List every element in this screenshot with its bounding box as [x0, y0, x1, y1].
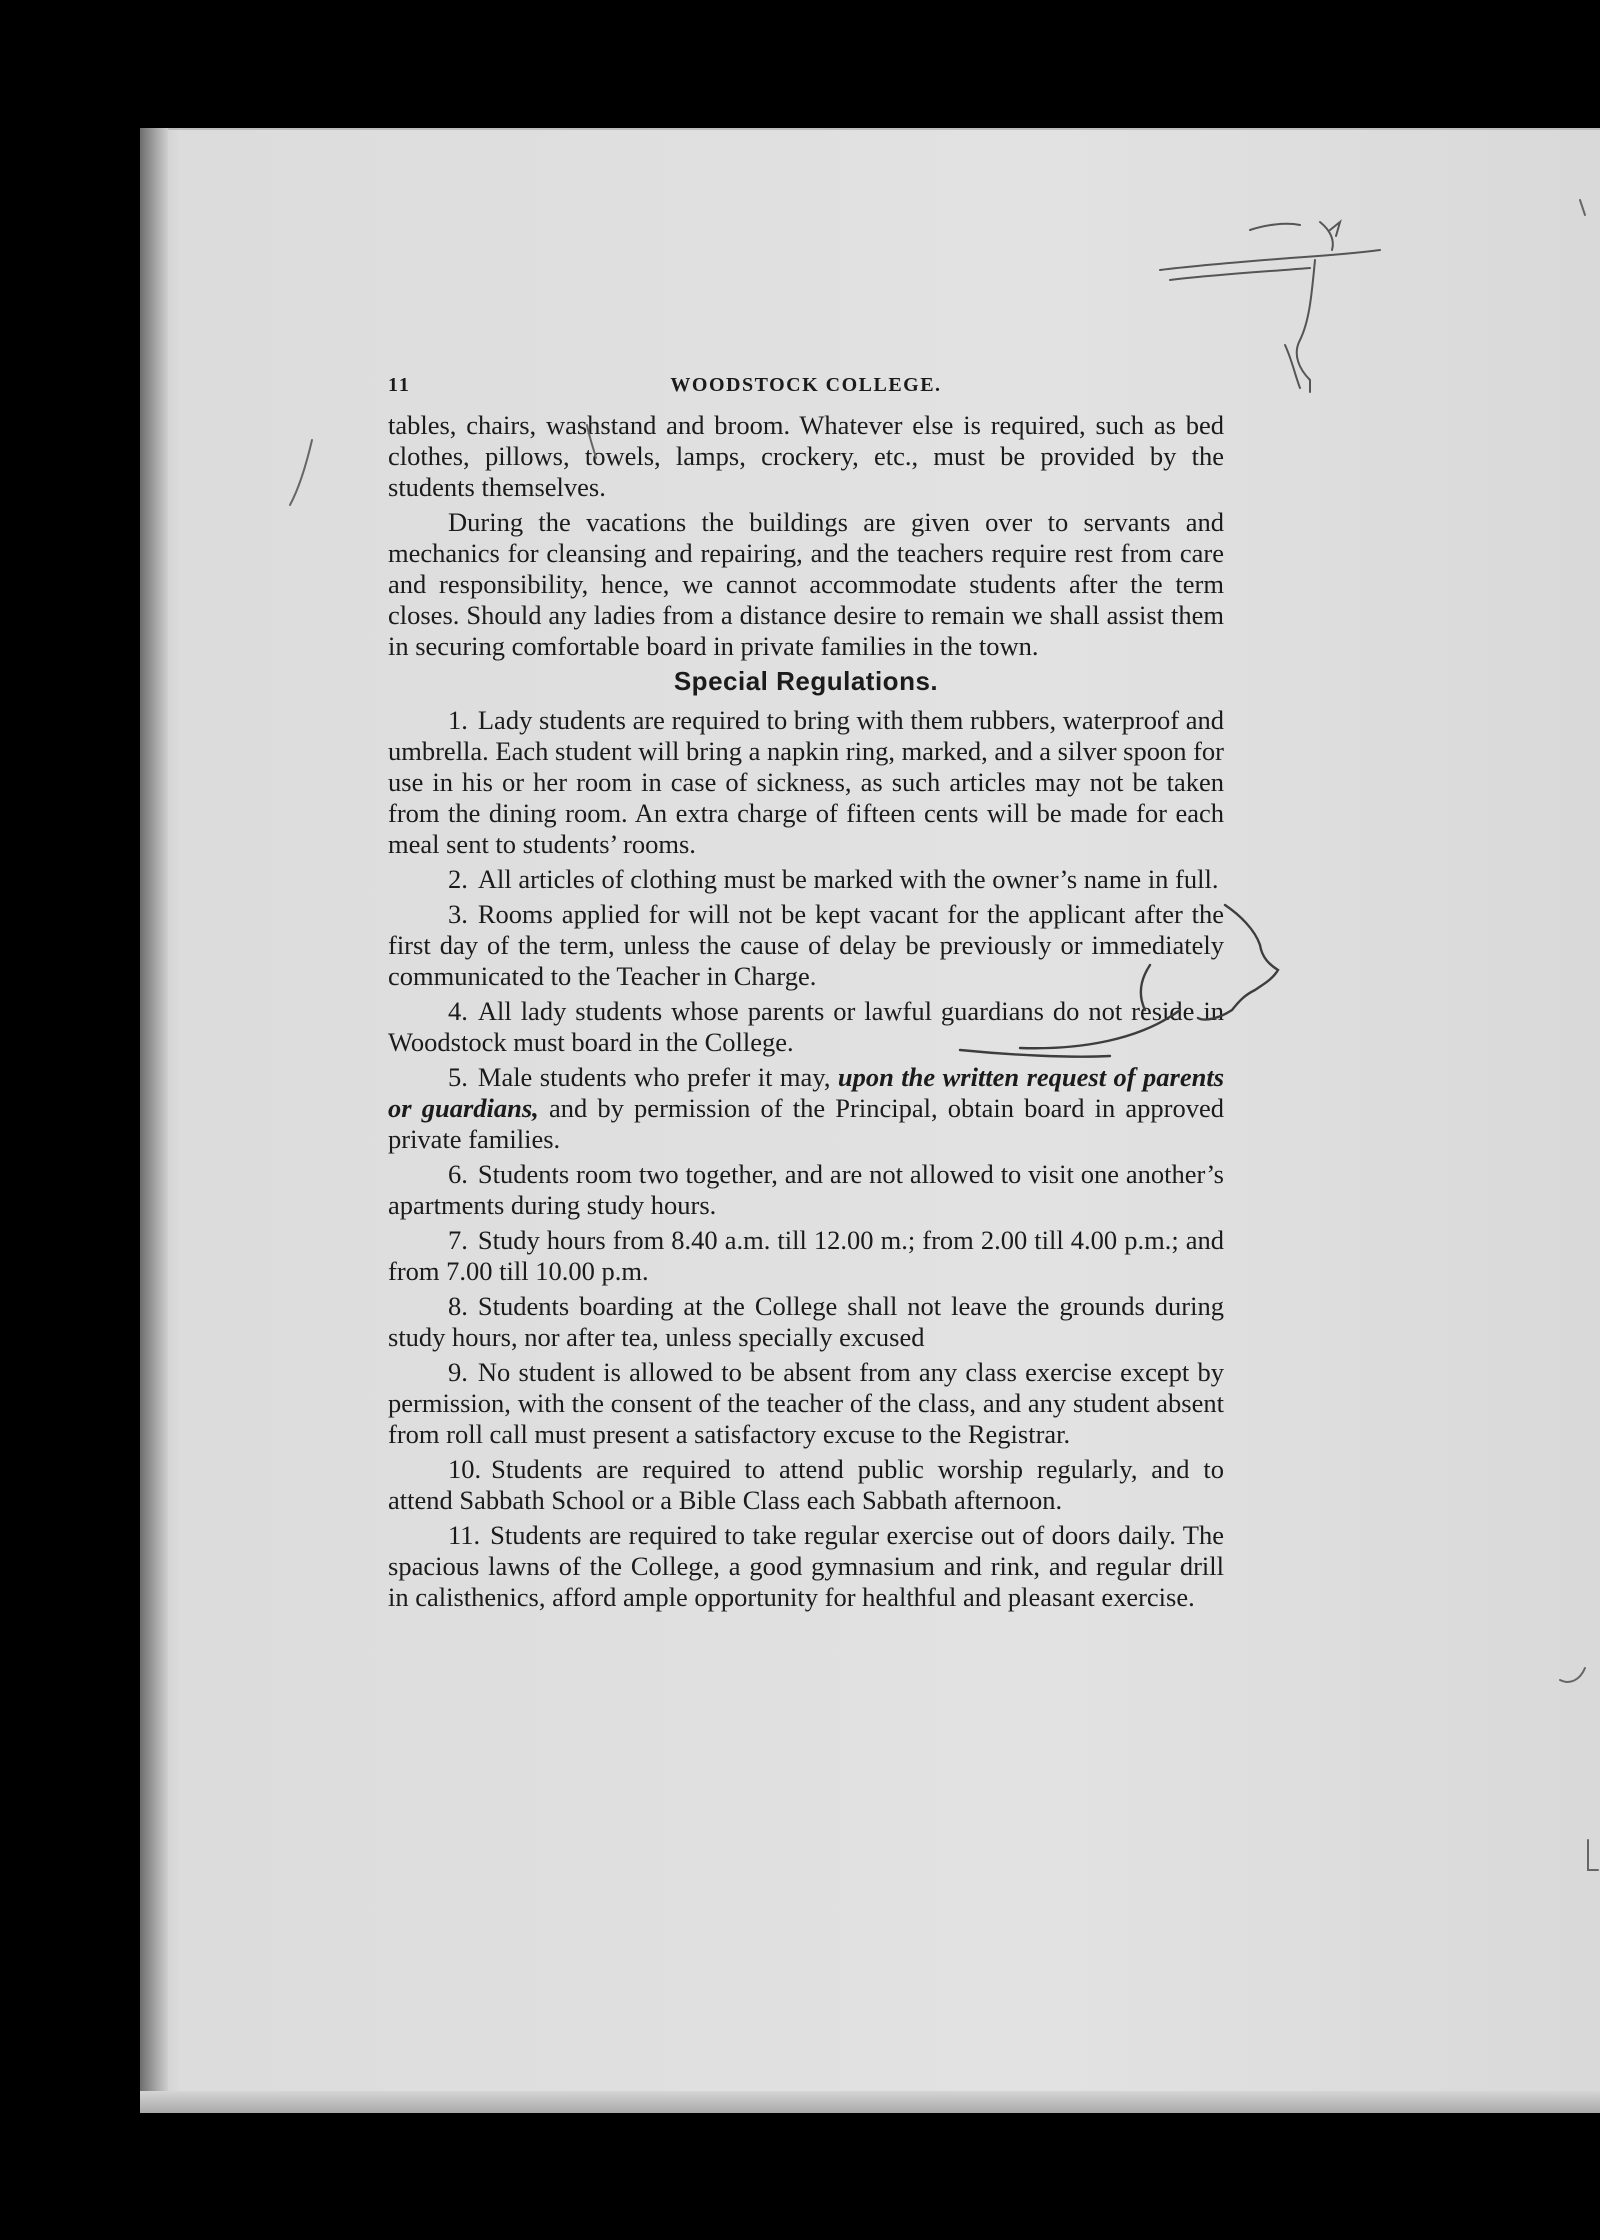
regulation-number: 10.	[448, 1454, 482, 1484]
regulation-text: Students room two together, and are not allowed to visit one another’s apartments during study hours.	[388, 1159, 1224, 1220]
section-title: Special Regulations.	[673, 666, 939, 696]
regulation-text: No student is allowed to be absent from any class exercise except by permission, with the consent of the teacher of the class, and any student absent from roll call must present a satisfactory excuse to the Registrar.	[388, 1357, 1224, 1449]
regulation-7	[388, 1225, 1224, 1287]
regulation-8	[388, 1291, 1224, 1353]
regulation-number: 7.	[448, 1225, 468, 1255]
regulation-number: 8.	[448, 1291, 468, 1321]
regulation-10	[388, 1454, 1224, 1516]
regulation-number: 6.	[448, 1159, 468, 1189]
running-head	[388, 370, 1224, 410]
regulation-number: 3.	[448, 899, 468, 929]
regulation-number: 2.	[448, 864, 468, 894]
page-number: 11	[388, 374, 411, 396]
running-title: WOODSTOCK COLLEGE.	[670, 374, 942, 396]
page-text	[388, 370, 1224, 1617]
regulation-4	[388, 996, 1224, 1058]
regulation-number: 11.	[448, 1520, 481, 1550]
regulation-5	[388, 1062, 1224, 1155]
intro-paragraph-2: During the vacations the buildings are given over to servants and mechanics for cleansing and repairing, and the teachers require rest from care and responsibility, hence, we cannot accommodate students after the term closes. Should any ladies from a distance desire to remain we shall assist them in securing comfortable board in private families in the town.	[388, 507, 1224, 661]
intro-paragraph-1: tables, chairs, washstand and broom. Whatever else is required, such as bed clothes, pillows, towels, lamps, crockery, etc., must be provided by the students themselves.	[388, 410, 1224, 502]
regulation-emphasis: upon the written request of parents or guardians,	[388, 1062, 1225, 1123]
regulation-number: 4.	[448, 996, 468, 1026]
page-binding-edge	[140, 128, 168, 2113]
regulation-9	[388, 1357, 1224, 1450]
regulation-text: Study hours from 8.40 a.m. till 12.00 m.; from 2.00 till 4.00 p.m.; and from 7.00 till 10.00 p.m.	[388, 1225, 1224, 1286]
regulation-text: Rooms applied for will not be kept vacant for the applicant after the first day of the term, unless the cause of delay be previously or immediately communicated to the Teacher in Charge.	[388, 899, 1224, 991]
regulation-number: 9.	[448, 1357, 468, 1387]
regulation-text: and by permission of the Principal, obtain board in approved private families.	[388, 1093, 1224, 1154]
regulation-6	[388, 1159, 1224, 1221]
regulation-text: Students boarding at the College shall not leave the grounds during study hours, nor after tea, unless specially excused	[388, 1291, 1224, 1352]
regulation-11	[388, 1520, 1224, 1613]
regulation-text: Students are required to attend public worship regularly, and to attend Sabbath School or a Bible Class each Sabbath afternoon.	[388, 1454, 1224, 1515]
regulation-text: Male students who prefer it may,	[477, 1062, 831, 1092]
regulation-3	[388, 899, 1224, 992]
regulation-text: Students are required to take regular exercise out of doors daily. The spacious lawns of the College, a good gymnasium and rink, and regular drill in calisthenics, afford ample opportunity for healthful and pleasant exercise.	[388, 1520, 1224, 1612]
regulation-1	[388, 705, 1224, 860]
regulation-number: 5.	[448, 1062, 468, 1092]
regulation-2	[388, 864, 1224, 895]
regulation-text: All lady students whose parents or lawful guardians do not reside in Woodstock must board in the College.	[388, 996, 1224, 1057]
regulation-text: All articles of clothing must be marked with the owner’s name in full.	[477, 864, 1219, 894]
regulation-number: 1.	[448, 705, 468, 735]
page-bottom-edge	[140, 2091, 1600, 2113]
regulation-text: Lady students are required to bring with them rubbers, waterproof and umbrella. Each student will bring a napkin ring, marked, and a silver spoon for use in his or her room in case of sickness, as such articles may not be taken from the dining room. An extra charge of fifteen cents will be made for each meal sent to students’ rooms.	[388, 705, 1225, 859]
